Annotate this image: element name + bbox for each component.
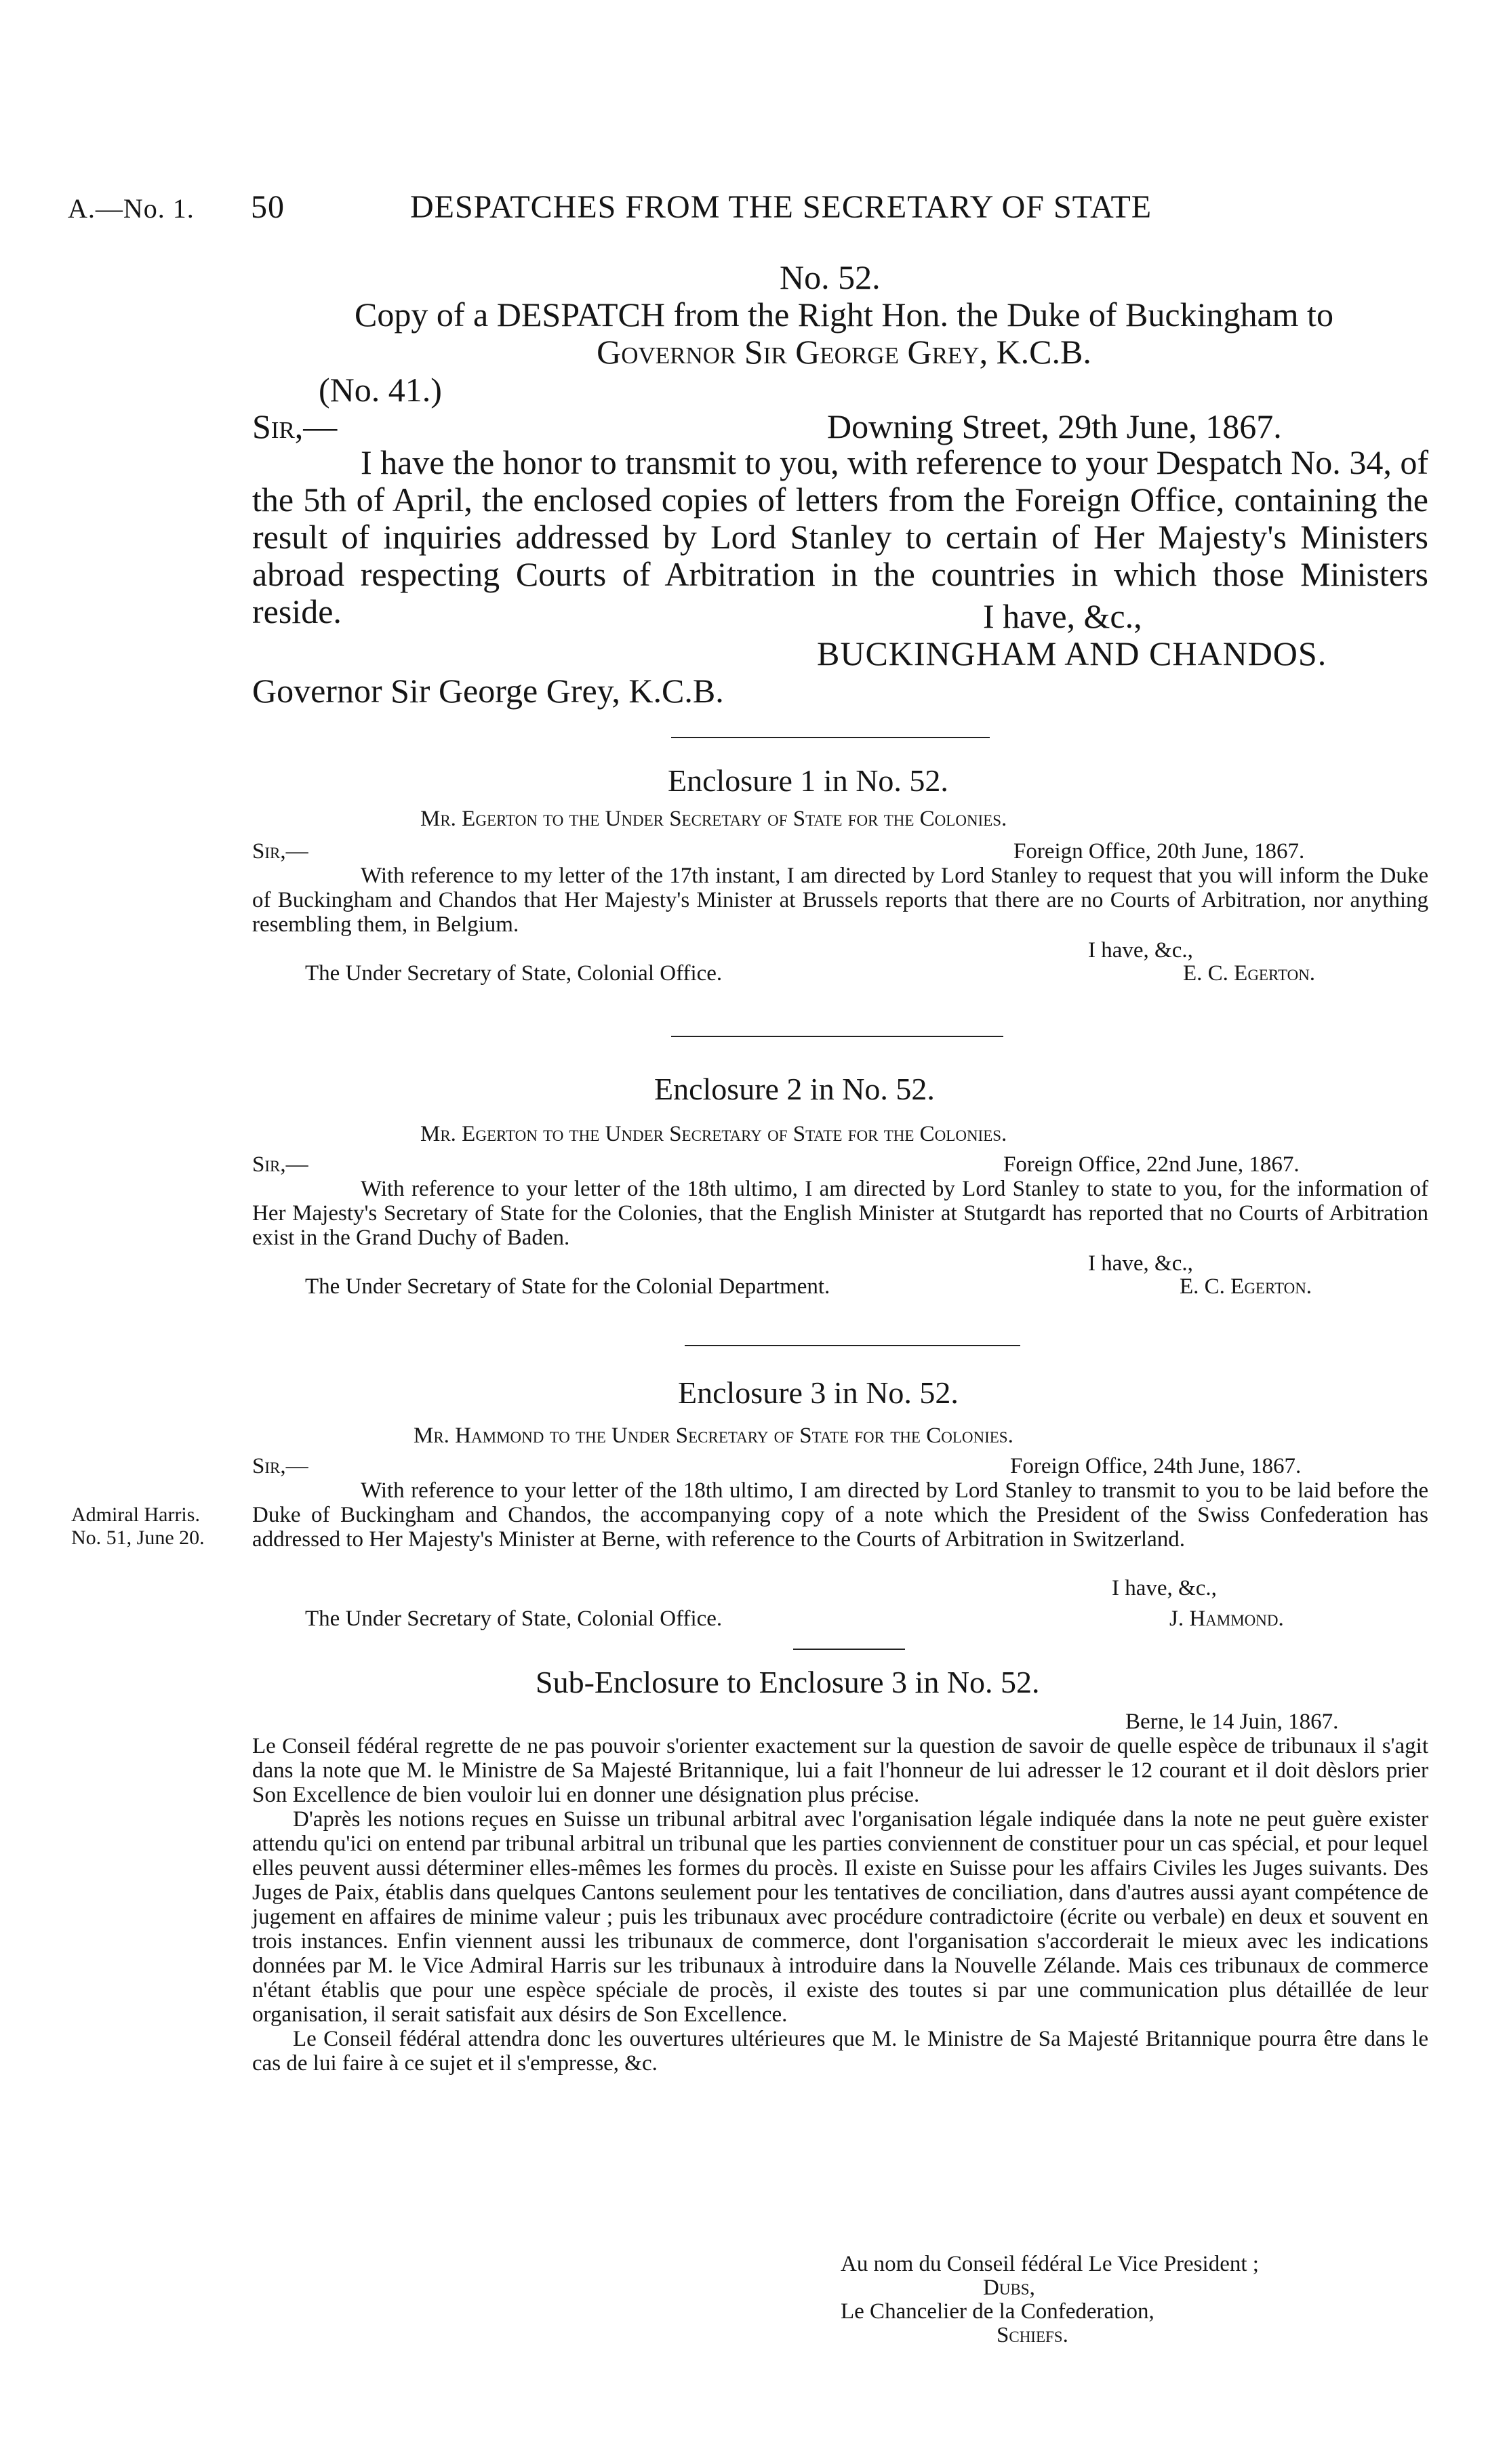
enclosure1-salutation: Sir,— [252,839,308,864]
sub-enclosure-heading: Sub-Enclosure to Enclosure 3 in No. 52. [536,1665,1040,1699]
enclosure3-subheading: Mr. Hammond to the Under Secretary of State for the Colonies. [414,1423,1013,1448]
enclosure2-body: With reference to your letter of the 18th ultimo, I am directed by Lord Stanley to state to you, for the information of Her Majesty's Secretary of State for the Colonies, that the English Minister at Stutgardt has reported that no Courts of Arbitration exist in the Grand Duchy of Baden. [252,1177,1428,1250]
sub-enclosure-para2: D'après les notions reçues en Suisse un tribunal arbitral avec l'organisation légale indiquée dans la note ne peut guère exister attendu qu'ici on entend par tribunal arbitral un tribunal que les parties conviennent de constituer pour un cas spécial, et pour lequel elles peuvent aussi déterminer elles-mêmes les formes du procès. Il existe en Suisse pour les affairs Civiles les Juges suivants. Des Juges de Paix, établis dans quelques Cantons seulement pour les tentatives de conciliation, dans d'autres aussi ayant compétence de jugement en affaires de minime valeur ; puis les tribunaux avec procédure contradictoire (écrite ou verbale) en deux et souvent en trois instances. Enfin viennent aussi les tribunaux de commerce, dont l'organisation s'accorderait le mieux avec les indications données par M. le Vice Admiral Harris sur les tribunaux à introduire dans la Nouvelle Zélande. Mais ces tribunaux de commerce n'étant établis que pour une espèce spéciale de procès, il existe des toutes si par une communication plus détaillée de leur organisation, il serait satisfait aux désirs de Son Excellence. [252,1807,1428,2027]
enclosure1-body: With reference to my letter of the 17th instant, I am directed by Lord Stanley to request that you will inform the Duke of Buckingham and Chandos that Her Majesty's Minister at Brussels reports that there are no Courts of Arbitration, nor anything resembling them, in Belgium. [252,864,1428,937]
enclosure3-salutation: Sir,— [252,1454,308,1478]
enclosure2-closing: I have, &c., [1088,1251,1193,1276]
enclosure2-place-date: Foreign Office, 22nd June, 1867. [1003,1152,1300,1177]
enclosure1-place-date: Foreign Office, 20th June, 1867. [1013,839,1305,864]
sub-enclosure-body [252,1734,1428,2076]
despatch-ref: (No. 41.) [319,371,442,409]
sub-enclosure-para1: Le Conseil fédéral regrette de ne pas pouvoir s'orienter exactement sur la question de savoir de quelle espèce de tribunaux il s'agit dans la note que M. le Ministre de Sa Majesté Britannique, lui a fait l'honneur de lui adresser le 12 courant et il doit dèslors prier Son Excellence de bien vouloir lui en donner une désignation plus précise. [252,1734,1428,1807]
enclosure2-salutation: Sir,— [252,1152,308,1177]
divider [685,1345,1020,1346]
section-reference: A.—No. 1. [68,193,195,224]
divider [671,737,990,738]
despatch-title-line1: Copy of a DESPATCH from the Right Hon. the Duke of Buckingham to [355,296,1333,334]
enclosure1-closing: I have, &c., [1088,938,1193,963]
despatch-number: No. 52. [780,258,881,296]
divider [671,1036,1003,1037]
running-title: DESPATCHES FROM THE SECRETARY OF STATE [410,189,1152,225]
enclosure1-heading: Enclosure 1 in No. 52. [668,763,948,798]
despatch-body: I have the honor to transmit to you, with reference to your Despatch No. 34, of the 5th of April, the enclosed copies of letters from the Foreign Office, containing the result of inquiries addressed by Lord Stanley to certain of Her Majesty's Ministers abroad respecting Courts of Arbitration in the countries in which those Ministers reside. [252,443,1428,630]
enclosure3-place-date: Foreign Office, 24th June, 1867. [1010,1454,1302,1478]
enclosure3-addressee: The Under Secretary of State, Colonial Office. [305,1607,723,1631]
sub-enclosure-sign-line3: Le Chancelier de la Confederation, [841,2299,1154,2324]
sub-enclosure-place-date: Berne, le 14 Juin, 1867. [1125,1710,1339,1734]
enclosure2-subheading: Mr. Egerton to the Under Secretary of State for the Colonies. [420,1122,1007,1146]
margin-note-line1: Admiral Harris. [71,1503,200,1526]
page-number: 50 [251,189,285,225]
enclosure1-addressee: The Under Secretary of State, Colonial Office. [305,961,723,986]
despatch-signature: BUCKINGHAM AND CHANDOS. [817,634,1327,672]
sub-enclosure-sign-line1: Au nom du Conseil fédéral Le Vice President ; [841,2252,1259,2276]
sub-enclosure-para3: Le Conseil fédéral attendra donc les ouvertures ultérieures que M. le Ministre de Sa Majesté Britannique pourra être dans le cas de lui faire à ce sujet et il s'empresse, &c. [252,2027,1428,2076]
enclosure2-signature: E. C. Egerton. [1180,1274,1312,1299]
despatch-salutation: Sir,— [252,407,338,445]
enclosure3-heading: Enclosure 3 in No. 52. [678,1375,959,1410]
enclosure1-subheading: Mr. Egerton to the Under Secretary of State for the Colonies. [420,807,1007,831]
despatch-closing: I have, &c., [983,597,1142,635]
enclosure2-addressee: The Under Secretary of State for the Colonial Department. [305,1274,830,1299]
despatch-addressee: Governor Sir George Grey, K.C.B. [252,672,724,710]
margin-note-line2: No. 51, June 20. [71,1527,205,1549]
sub-enclosure-sign-line4: Schiefs. [997,2323,1068,2347]
despatch-title-line2: Governor Sir George Grey, K.C.B. [597,333,1091,371]
despatch-place-date: Downing Street, 29th June, 1867. [827,407,1282,445]
divider [793,1649,905,1650]
enclosure3-closing: I have, &c., [1112,1576,1217,1600]
enclosure2-heading: Enclosure 2 in No. 52. [654,1072,935,1106]
sub-enclosure-sign-line2: Dubs, [983,2276,1035,2300]
enclosure1-signature: E. C. Egerton. [1183,961,1316,986]
enclosure3-body: With reference to your letter of the 18th ultimo, I am directed by Lord Stanley to transmit to you to be laid before the Duke of Buckingham and Chandos, the accompanying copy of a note which the President of the Swiss Confederation has addressed to Her Majesty's Minister at Berne, with reference to the Courts of Arbitration in Switzerland. [252,1478,1428,1552]
enclosure3-signature: J. Hammond. [1169,1607,1284,1631]
